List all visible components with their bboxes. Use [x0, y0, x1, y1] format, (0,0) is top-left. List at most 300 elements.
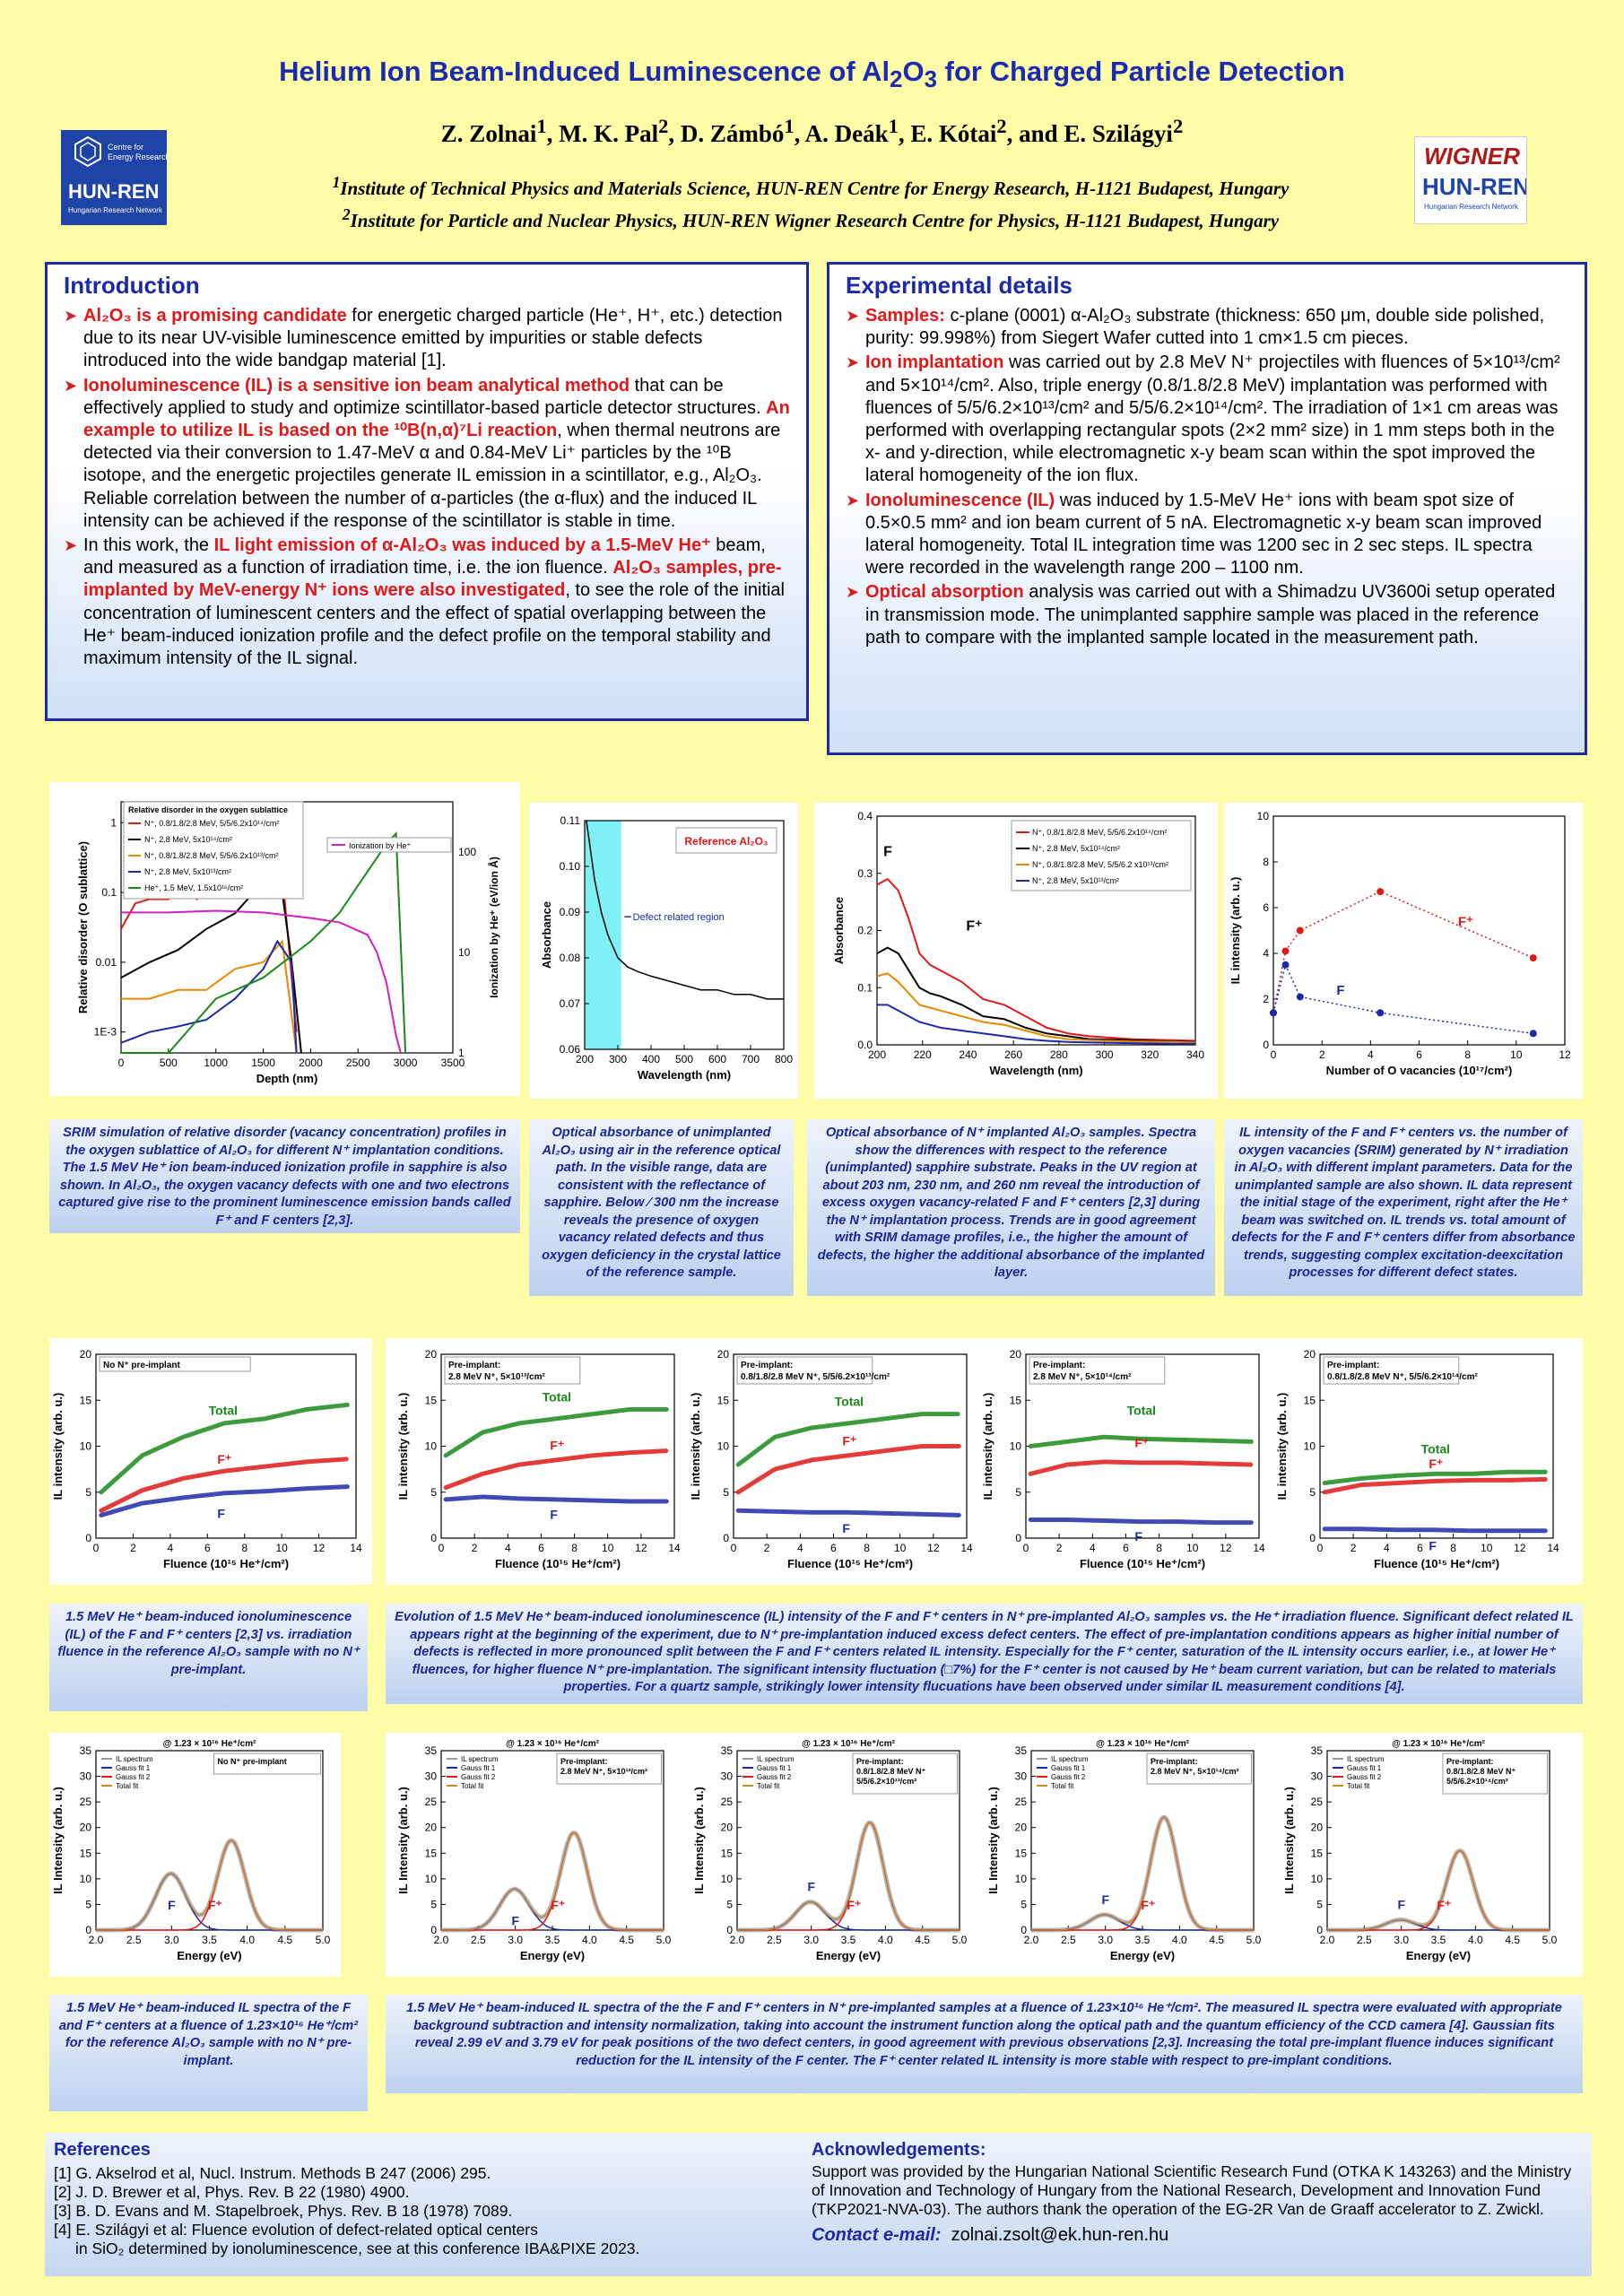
data-point — [1530, 1030, 1537, 1037]
y2-tick-label: 100 — [458, 846, 477, 858]
x-tick-label: 6 — [204, 1542, 211, 1554]
y-tick-label: 10 — [1310, 1872, 1323, 1885]
spectrum-title: @ 1.23 × 10¹⁶ He⁺/cm² — [1096, 1739, 1189, 1749]
il-spectrum-line — [96, 1840, 323, 1930]
y-tick-label: 25 — [720, 1796, 733, 1809]
y-axis-label: IL Intensity (arb. u.) — [51, 1787, 65, 1894]
caption-srim: SRIM simulation of relative disorder (vacancy concentration) profiles in the oxygen sublattice of Al₂O₃ for different N⁺ implantation conditions. The 1.5 MeV He⁺ ion beam-induced ionization profile in sapphire is also shown. In Al₂O₃, the oxygen vacancy defects with one and two electrons captured give rise to the prominent luminescence emission bands called F⁺ and F centers [2,3]. — [49, 1119, 520, 1233]
y-tick-label: 15 — [716, 1394, 729, 1407]
legend-entry: IL spectrum — [461, 1755, 499, 1763]
x-tick-label: 0 — [438, 1542, 445, 1554]
il-spectrum-line — [1327, 1851, 1550, 1930]
x-tick-label: 12 — [312, 1542, 326, 1554]
x-tick-label: 800 — [774, 1053, 794, 1065]
x-tick-label: 2.0 — [729, 1934, 745, 1946]
gauss-fit-2-line — [96, 1840, 323, 1930]
y-tick-label: 15 — [79, 1394, 91, 1407]
peak-label-f: F — [807, 1879, 816, 1894]
series-label: F — [1134, 1529, 1142, 1544]
y-tick-label: 15 — [424, 1394, 437, 1407]
legend-entry: N⁺, 2.8 MeV, 5x10¹³/cm² — [144, 867, 231, 876]
spectrum-panel-1 — [49, 1733, 341, 1977]
x-axis-label: Energy (eV) — [1405, 1949, 1472, 1962]
x-tick-label: 14 — [960, 1542, 973, 1554]
panel-label: Pre-implant: — [1150, 1757, 1198, 1766]
series-label: F — [550, 1507, 558, 1522]
y-tick-label: 0.11 — [560, 814, 580, 827]
data-point — [1282, 961, 1290, 969]
y-tick-label: 5 — [430, 1485, 437, 1499]
x-tick-label: 200 — [575, 1053, 595, 1065]
y-tick-label: 5 — [1309, 1485, 1316, 1499]
x-tick-label: 4.0 — [581, 1934, 597, 1946]
y-tick-label: 20 — [424, 1821, 437, 1834]
y-tick-label: 4 — [1263, 947, 1269, 960]
panel-label: 5/5/6.2×10¹⁴/cm² — [1446, 1777, 1508, 1786]
absorbance-reference-chart — [529, 803, 798, 1099]
logo-small: Hungarian Research Network — [68, 206, 162, 214]
il-spectrum-line — [1031, 1818, 1254, 1931]
y-tick-label: 0 — [1309, 1532, 1316, 1544]
x-tick-label: 300 — [1095, 1048, 1114, 1061]
x-axis-label: Energy (eV) — [177, 1949, 242, 1962]
y-tick-label: 10 — [1303, 1439, 1316, 1453]
x-tick-label: 10 — [275, 1542, 288, 1554]
x-tick-label: 6 — [1123, 1542, 1129, 1554]
x-axis-label: Energy (eV) — [1109, 1949, 1176, 1962]
y-tick-label: 0 — [1020, 1924, 1027, 1936]
exp-bullet-3: ➤ Ionoluminescence (IL) was induced by 1.5-MeV He⁺ ions with beam spot size of 0.5×0.5 mm² and ion beam current of 5 nA. Electromagnetic x-y beam scan improved lateral homogeneity. Total IL integration time was 1200 sec in 2 sec steps. IL spectra were recorded in the wavelength range 200 – 1100 nm. — [846, 490, 1568, 580]
spectrum-chart — [1281, 1733, 1568, 1977]
x-tick-label: 2 — [130, 1542, 136, 1554]
x-tick-label: 2.0 — [433, 1934, 449, 1946]
y-tick-label: 25 — [1310, 1796, 1323, 1809]
legend-entry: Gauss fit 2 — [757, 1773, 792, 1781]
x-tick-label: 2500 — [345, 1057, 370, 1069]
x-tick-label: 3.0 — [803, 1934, 820, 1946]
series-label: Total — [1420, 1441, 1451, 1457]
fluence-chart — [1273, 1338, 1569, 1585]
y-tick-label: 5 — [1020, 1898, 1027, 1911]
x-tick-label: 4 — [796, 1542, 803, 1554]
x-tick-label: 3.5 — [840, 1934, 856, 1946]
x-tick-label: 2.5 — [470, 1934, 486, 1946]
panel-label: Pre-implant: — [741, 1361, 794, 1370]
fluence-series-band — [738, 1447, 959, 1492]
legend-entry: Gauss fit 1 — [1347, 1764, 1382, 1772]
x-tick-label: 4 — [1367, 1048, 1374, 1061]
y-tick-label: 20 — [79, 1348, 91, 1361]
x-tick-label: 2.0 — [88, 1934, 104, 1946]
x-tick-label: 5.0 — [1541, 1934, 1558, 1946]
series-label: Total — [542, 1389, 572, 1405]
y-tick-label: 25 — [424, 1796, 437, 1809]
contact-email-link[interactable]: zolnai.zsolt@ek.hun-ren.hu — [951, 2225, 1169, 2245]
spectrum-title: @ 1.23 × 10¹⁶ He⁺/cm² — [1392, 1739, 1485, 1749]
y2-axis-label: Ionization by He⁺ (eV/ion Å) — [488, 857, 500, 998]
srim-series-line — [121, 942, 297, 1054]
panel-label: 0.8/1.8/2.8 MeV N⁺ — [855, 1767, 926, 1776]
il-spectrum-line — [441, 1833, 664, 1930]
author: E. Kótai$^2$ — [910, 115, 1007, 147]
plot-frame — [1273, 816, 1565, 1045]
reference-item: [2] J. D. Brewer et al, Phys. Rev. B 22 (1980) 4900. — [54, 2183, 410, 2201]
author-list: Z. Zolnai$^1$, M. K. Pal$^2$, D. Zámbó$^1$, A. Deák$^1$, E. Kótai$^2$, and E. Szilágyi$^2$ — [440, 115, 1184, 147]
y-axis-label: IL intensity (arb. u.) — [1229, 876, 1242, 985]
legend-entry: IL spectrum — [1347, 1755, 1385, 1763]
y-tick-label: 0.1 — [857, 981, 873, 995]
y-tick-label: 0.06 — [559, 1043, 580, 1056]
peak-label-f: F — [1397, 1897, 1406, 1912]
y2-tick-label: 10 — [458, 946, 471, 959]
y-axis-label: Absorbance — [832, 896, 846, 965]
caption-spectrum-impl: 1.5 MeV He⁺ beam-induced IL spectra of the the F and F⁺ centers in N⁺ pre-implanted samples at a fluence of 1.23×10¹⁶ He⁺/cm². The measured IL spectra were evaluated with appropriate background subtraction and intensity normalization, taking into account the instrument function along the optical path and the quantum efficiency of the CCD camera [4]. Gaussian fits reveal 2.99 eV and 3.79 eV for peak positions of the two defect centers, in good agreement with previous observations [2,3]. Increasing the total pre-implant fluence induces significant reduction for the IL intensity of the F center. The F⁺ center related IL intensity is more stable with respect to pre-implant conditions. — [386, 1995, 1583, 2093]
x-tick-label: 1500 — [251, 1057, 275, 1069]
panel-label: Pre-implant: — [1327, 1361, 1380, 1370]
y-tick-label: 25 — [1014, 1796, 1027, 1809]
logo-line1: Centre for — [108, 143, 144, 152]
spectrum-title: @ 1.23 × 10¹⁶ He⁺/cm² — [506, 1739, 599, 1749]
y-tick-label: 0.2 — [857, 924, 873, 937]
x-tick-label: 4.5 — [915, 1934, 931, 1946]
x-axis-label: Wavelength (nm) — [989, 1064, 1083, 1077]
absorbance-series-line — [877, 1004, 1195, 1043]
author: D. Zámbó$^1$ — [680, 115, 795, 147]
x-tick-label: 500 — [159, 1057, 178, 1069]
y-axis-label: IL intensity (arb. u.) — [51, 1392, 65, 1500]
x-tick-label: 8 — [571, 1542, 578, 1554]
x-tick-label: 4.5 — [619, 1934, 635, 1946]
y-tick-label: 35 — [424, 1744, 437, 1757]
x-axis-label: Fluence (10¹⁵ He⁺/cm²) — [1373, 1557, 1500, 1570]
y-tick-label: 2 — [1263, 993, 1269, 1005]
intro-bullet-3: ➤ In this work, the IL light emission of α-Al₂O₃ was induced by a 1.5-MeV He⁺ beam, and measured as a function of irradiation time, i.e. the ion fluence. Al₂O₃ samples, pre-implanted by MeV-energy N⁺ ions were also investigated, to see the role of the initial concentration of luminescent centers and the effect of spatial overlapping between the He⁺ beam-induced ionization profile and the defect profile on the temporal stability and maximum intensity of the IL signal. — [64, 535, 790, 670]
y-tick-label: 10 — [1009, 1439, 1021, 1453]
legend-entry: Gauss fit 1 — [757, 1764, 792, 1772]
exp-bullet-1: ➤ Samples: c-plane (0001) α-Al₂O₃ substrate (thickness: 650 μm, double side polished, purity: 99.998%) from Siegert Wafer cutted into 1 cm×1.5 cm pieces. — [846, 305, 1568, 350]
legend-entry: IL spectrum — [116, 1755, 153, 1763]
series-dotted-line — [1273, 891, 1533, 1013]
y-tick-label: 20 — [1310, 1821, 1323, 1834]
x-tick-label: 5.0 — [951, 1934, 968, 1946]
logo-right-small: Hungarian Research Network — [1424, 203, 1518, 211]
references-heading: References — [54, 2140, 151, 2160]
x-tick-label: 0 — [1316, 1542, 1324, 1554]
y-tick-label: 0.07 — [559, 997, 580, 1010]
y-tick-label: 20 — [424, 1348, 437, 1361]
x-tick-label: 0 — [730, 1542, 737, 1554]
caption-abs-impl: Optical absorbance of N⁺ implanted Al₂O₃ samples. Spectra show the differences with respect to the reference (unimplanted) sapphire substrate. Peaks in the UV region at about 203 nm, 230 nm, and 260 nm reveal the introduction of excess oxygen vacancy-related F and F⁺ centers [2,3] during the N⁺ implantation process. Trends are in good agreement with SRIM damage profiles, i.e., the higher the amount of defects, the higher the additional absorbance of the implanted layer. — [807, 1119, 1215, 1296]
x-tick-label: 220 — [913, 1048, 932, 1061]
author: M. K. Pal$^2$ — [559, 115, 669, 147]
absorbance-series-line — [877, 879, 1195, 1040]
acknowledgements-heading: Acknowledgements: — [812, 2140, 986, 2160]
srim-chart — [49, 782, 520, 1096]
legend-entry: N⁺, 0.8/1.8/2.8 MeV, 5/5/6.2x10¹⁴/cm² — [1032, 828, 1168, 837]
y-tick-label: 5 — [430, 1898, 437, 1911]
x-tick-label: 240 — [959, 1048, 977, 1061]
x-tick-label: 5.0 — [315, 1934, 331, 1946]
y-axis-label: IL Intensity (arb. u.) — [1282, 1787, 1296, 1894]
x-tick-label: 2.5 — [1060, 1934, 1076, 1946]
y-tick-label: 30 — [424, 1770, 437, 1783]
x-tick-label: 14 — [668, 1542, 681, 1554]
logo-right-big: HUN-REN — [1422, 173, 1526, 200]
panel-label: Pre-implant: — [448, 1361, 501, 1370]
caption-fluence-impl: Evolution of 1.5 MeV He⁺ beam-induced ionoluminescence (IL) intensity of the F and F⁺ centers in N⁺ pre-implanted Al₂O₃ samples vs. the He⁺ irradiation fluence. Significant defect related IL appears right at the beginning of the experiment, due to N⁺ pre-implantation induced excess defect centers. The effect of pre-implantation conditions appears as higher initial number of defects is reflected in more pronounced split between the F and F⁺ centers related IL intensity. Especially for the F⁺ center, saturation of the IL intensity occurs earlier, i.e., at lower He⁺ fluences, for higher fluence N⁺ pre-implantation. The significant intensity fluctuation (□7%) for the F⁺ center is not caused by He⁺ beam current variation, but can be related to materials properties. For a quartz sample, strikingly lower intensity flucuations have been observed under similar IL measurement conditions [4]. — [386, 1604, 1583, 1704]
y-tick-label: 10 — [716, 1439, 729, 1453]
x-axis-label: Fluence (10¹⁵ He⁺/cm²) — [162, 1557, 290, 1570]
caption-il-vac: IL intensity of the F and F⁺ centers vs. the number of oxygen vacancies (SRIM) generated by N⁺ irradiation in Al₂O₃ with different implant parameters. Data for the unimplanted sample are also shown. IL data represent the initial stage of the experiment, right after the He⁺ beam was switched on. IL trends vs. total amount of defects for the F and F⁺ centers differ from absorbance trends, suggesting complex excitation-deexcitation processes for different defect states. — [1224, 1119, 1583, 1296]
x-tick-label: 14 — [350, 1542, 362, 1554]
reference-item: in SiO₂ determined by ionoluminescence, see at this conference IBA&PIXE 2023. — [75, 2239, 640, 2257]
y-tick-label: 0 — [430, 1532, 437, 1544]
x-axis-label: Fluence (10¹⁵ He⁺/cm²) — [494, 1557, 621, 1570]
y-tick-label: 0.3 — [857, 866, 873, 880]
contact-label: Contact e-mail: — [812, 2225, 942, 2245]
hun-ren-cer-logo — [61, 130, 167, 225]
y-tick-label: 0 — [723, 1532, 729, 1544]
reference-label: Reference Al₂O₃ — [684, 835, 769, 848]
x-tick-label: 3.0 — [1394, 1934, 1410, 1946]
absorbance-implanted-panel — [814, 803, 1218, 1099]
experimental-box — [827, 262, 1587, 755]
x-tick-label: 10 — [602, 1542, 614, 1554]
y-tick-label: 15 — [424, 1847, 437, 1860]
gauss-fit-2-line — [737, 1822, 960, 1930]
y-tick-label: 30 — [720, 1770, 733, 1783]
x-tick-label: 4.5 — [1505, 1934, 1521, 1946]
x-tick-label: 0 — [117, 1057, 125, 1069]
x-tick-label: 3.5 — [544, 1934, 560, 1946]
x-tick-label: 300 — [608, 1053, 628, 1065]
total-fit-line — [737, 1822, 960, 1930]
fluence-panels-group — [386, 1338, 1583, 1585]
data-point — [1297, 927, 1304, 935]
fluence-series-band — [1030, 1520, 1251, 1523]
series-label: F — [842, 1520, 850, 1535]
y-tick-label: 0 — [85, 1532, 91, 1544]
x-tick-label: 4 — [1383, 1542, 1390, 1554]
legend-entry: Ionization by He⁺ — [349, 841, 412, 850]
x-tick-label: 2.5 — [126, 1934, 142, 1946]
introduction-box — [45, 262, 809, 721]
author: A. Deák$^1$ — [804, 115, 899, 147]
y-tick-label: 5 — [1316, 1898, 1323, 1911]
y-axis-label: IL intensity (arb. u.) — [396, 1392, 410, 1500]
legend-entry: N⁺, 2.8 MeV, 5x10¹⁴/cm² — [1032, 844, 1120, 853]
x-axis-label: Depth (nm) — [256, 1072, 318, 1085]
x-tick-label: 2 — [1055, 1542, 1063, 1554]
x-tick-label: 6 — [830, 1542, 837, 1554]
y-axis-label: IL intensity (arb. u.) — [981, 1392, 994, 1500]
defect-region-label: Defect related region — [632, 912, 725, 924]
x-tick-label: 12 — [927, 1542, 940, 1554]
x-tick-label: 4 — [504, 1542, 511, 1554]
data-point — [1376, 1009, 1384, 1016]
logo-line2: Energy Research — [108, 152, 167, 161]
fluence-chart — [395, 1338, 690, 1585]
gauss-fit-2-line — [1031, 1818, 1254, 1931]
y-tick-label: 0 — [1263, 1039, 1269, 1051]
panel-label: 2.8 MeV N⁺, 5×10¹³/cm² — [560, 1767, 648, 1776]
series-label: F⁺ — [842, 1433, 857, 1448]
x-tick-label: 8 — [864, 1542, 870, 1554]
caption-fluence-ref: 1.5 MeV He⁺ beam-induced ionoluminescence (IL) of the F and F⁺ centers [2,3] vs. irradiation fluence in the reference Al₂O₃ sample with no N⁺ pre-implant. — [49, 1604, 368, 1711]
fluence-series-band — [1324, 1529, 1545, 1531]
x-tick-label: 4.0 — [239, 1934, 256, 1946]
legend-entry: Total fit — [1051, 1782, 1074, 1790]
y-axis-label: Absorbance — [540, 900, 553, 970]
x-tick-label: 3500 — [440, 1057, 465, 1069]
experimental-heading: Experimental details — [846, 272, 1073, 299]
x-tick-label: 6 — [1416, 1048, 1422, 1061]
absorbance-reference-panel — [529, 803, 798, 1099]
fluence-series-band — [1324, 1479, 1545, 1492]
exp-bullet-2: ➤ Ion implantation was carried out by 2.8 MeV N⁺ projectiles with fluences of 5×10¹³/cm² and 5×10¹⁴/cm². Also, triple energy (0.8/1.8/2.8 MeV) implantation was performed with fluences of 5/5/6.2×10¹³/cm² and 5/5/6.2×10¹⁴/cm². The irradiation of 1×1 cm areas was performed with overlapping rectangular spots (2×2 mm² size) in 1 mm steps both in the x- and y-direction, while electromagnetic x-y beam scan within the spot improved the lateral homogeneity of the ion flux. — [846, 352, 1568, 487]
y-axis-label: IL intensity (arb. u.) — [689, 1392, 702, 1500]
total-fit-line — [96, 1840, 323, 1930]
series-label: F — [1336, 982, 1345, 998]
il-vs-vacancies-chart — [1224, 803, 1583, 1099]
legend-entry: N⁺, 0.8/1.8/2.8 MeV, 5/5/6.2x10¹⁴/cm² — [144, 819, 280, 828]
y-tick-label: 0.09 — [559, 906, 580, 918]
x-tick-label: 600 — [708, 1053, 727, 1065]
x-tick-label: 5.0 — [1246, 1934, 1262, 1946]
peak-label-fplus: F⁺ — [1437, 1898, 1452, 1913]
il-vs-vacancies-panel — [1224, 803, 1583, 1099]
x-tick-label: 3.5 — [1134, 1934, 1151, 1946]
y-tick-label: 20 — [1303, 1348, 1316, 1361]
y-tick-label: 5 — [85, 1485, 91, 1499]
x-tick-label: 500 — [674, 1053, 694, 1065]
poster-title: Helium Ion Beam-Induced Luminescence of $Al_2O_3$ for Charged Particle Detection — [279, 56, 1345, 93]
total-fit-line — [1327, 1851, 1550, 1930]
x-tick-label: 2 — [1350, 1542, 1357, 1554]
x-axis-label: Energy (eV) — [519, 1949, 586, 1962]
x-tick-label: 12 — [1514, 1542, 1526, 1554]
fluence-series-band — [446, 1451, 666, 1488]
y-axis-label: IL Intensity (arb. u.) — [986, 1787, 1000, 1894]
x-tick-label: 5.0 — [656, 1934, 672, 1946]
x-tick-label: 2.5 — [766, 1934, 782, 1946]
x-tick-label: 4 — [1089, 1542, 1096, 1554]
x-tick-label: 10 — [894, 1542, 907, 1554]
logo-big: HUN-REN — [68, 180, 160, 203]
panel-label: Pre-implant: — [855, 1757, 904, 1766]
x-tick-label: 12 — [635, 1542, 647, 1554]
x-tick-label: 12 — [1220, 1542, 1232, 1554]
spectrum-chart — [49, 1733, 341, 1977]
absorbance-series-line — [877, 948, 1195, 1042]
x-tick-label: 2000 — [299, 1057, 323, 1069]
introduction-heading: Introduction — [64, 272, 200, 299]
spectrum-chart — [690, 1733, 977, 1977]
author: Z. Zolnai$^1$ — [440, 115, 547, 147]
x-axis-label: Fluence (10¹⁵ He⁺/cm²) — [1079, 1557, 1206, 1570]
series-label: F — [1429, 1538, 1437, 1553]
x-tick-label: 3.0 — [1098, 1934, 1114, 1946]
series-label: F⁺ — [1457, 914, 1473, 930]
y-tick-label: 5 — [723, 1485, 729, 1499]
y-tick-label: 1E-3 — [93, 1025, 117, 1039]
x-tick-label: 1000 — [204, 1057, 229, 1069]
x-tick-label: 200 — [867, 1048, 887, 1061]
y-tick-label: 15 — [79, 1847, 91, 1860]
legend-entry: IL spectrum — [757, 1755, 795, 1763]
legend-entry: Total fit — [1347, 1782, 1370, 1790]
y-tick-label: 8 — [1263, 856, 1269, 868]
y-tick-label: 0.10 — [559, 860, 580, 873]
panel-label: No N⁺ pre-implant — [103, 1361, 180, 1370]
data-point — [1297, 993, 1304, 1000]
y-tick-label: 0 — [1316, 1924, 1323, 1936]
y-tick-label: 0 — [85, 1924, 91, 1936]
x-tick-label: 2.0 — [1319, 1934, 1335, 1946]
y-tick-label: 10 — [424, 1439, 437, 1453]
intro-bullet-1: ➤ Al₂O₃ is a promising candidate for energetic charged particle (He⁺, H⁺, etc.) detection due to its near UV-visible luminescence emitted by impurities or stable defects introduced into the wide bandgap material [1]. — [64, 305, 790, 373]
absorbance-implanted-chart — [814, 803, 1218, 1099]
series-label: Total — [834, 1394, 864, 1409]
y-tick-label: 15 — [1303, 1394, 1316, 1407]
spectrum-title: @ 1.23 × 10¹⁶ He⁺/cm² — [162, 1739, 256, 1749]
intro-bullet-2: ➤ Ionoluminescence (IL) is a sensitive ion beam analytical method that can be effectively applied to study and optimize scintillator-based particle detector structures. An example to utilize IL is based on the ¹⁰B(n,α)⁷Li reaction, when thermal neutrons are detected via their conversion to 1.47-MeV α and 0.84-MeV Li⁺ particles by the ¹⁰B isotope, and the energetic projectiles generate IL emission in a scintillator, e.g., Al₂O₃. Reliable correlation between the number of α-particles (the α-flux) and the induced IL intensity can be achieved if the response of the scintillator is stable in time. — [64, 375, 790, 533]
reference-item: [3] B. D. Evans and M. Stapelbroek, Phys. Rev. B 18 (1978) 7089. — [54, 2202, 513, 2220]
y-tick-label: 30 — [79, 1770, 91, 1783]
y-tick-label: 0.4 — [857, 810, 873, 822]
y-tick-label: 15 — [720, 1847, 733, 1860]
fluence-chart — [979, 1338, 1275, 1585]
y-tick-label: 30 — [1310, 1770, 1323, 1783]
y-tick-label: 10 — [424, 1872, 437, 1885]
total-fit-line — [1031, 1818, 1254, 1931]
x-tick-label: 6 — [538, 1542, 544, 1554]
peak-label-fplus: F⁺ — [551, 1898, 566, 1913]
spectrum-chart — [985, 1733, 1272, 1977]
fluence-series-band — [738, 1510, 959, 1515]
fluence-series-band — [1030, 1462, 1251, 1474]
panel-label: 0.8/1.8/2.8 MeV N⁺, 5/5/6.2×10¹⁴/cm² — [1327, 1372, 1478, 1382]
x-tick-label: 8 — [241, 1542, 248, 1554]
data-point — [1530, 954, 1537, 961]
gauss-fit-2-line — [1327, 1851, 1550, 1930]
y-tick-label: 0 — [430, 1924, 437, 1936]
x-tick-label: 4 — [167, 1542, 174, 1554]
affiliation-1: $^1$Institute of Technical Physics and Materials Science, HUN-REN Centre for Energy Research, H-1121 Budapest, Hungary — [332, 173, 1290, 199]
series-label: F⁺ — [1429, 1457, 1444, 1472]
hexagon-logo-icon — [61, 130, 167, 225]
x-tick-label: 340 — [1185, 1048, 1205, 1061]
legend-entry: IL spectrum — [1051, 1755, 1089, 1763]
y-tick-label: 20 — [1014, 1821, 1027, 1834]
legend-entry: Total fit — [757, 1782, 780, 1790]
y-tick-label: 10 — [1256, 810, 1269, 822]
plot-frame — [96, 1354, 356, 1538]
legend-entry: N⁺, 2.8 MeV, 5x10¹⁴/cm² — [144, 835, 232, 844]
references-box — [45, 2133, 803, 2276]
x-tick-label: 12 — [1559, 1048, 1571, 1061]
y-tick-label: 10 — [720, 1872, 733, 1885]
panel-label: 2.8 MeV N⁺, 5×10¹³/cm² — [448, 1372, 545, 1382]
panel-label: Pre-implant: — [1446, 1757, 1494, 1766]
x-tick-label: 260 — [1004, 1048, 1023, 1061]
y-tick-label: 20 — [716, 1348, 729, 1361]
il-spectrum-line — [737, 1822, 960, 1930]
x-tick-label: 4.5 — [1209, 1934, 1225, 1946]
x-axis-label: Fluence (10¹⁵ He⁺/cm²) — [786, 1557, 914, 1570]
y-tick-label: 15 — [1014, 1847, 1027, 1860]
legend-entry: Gauss fit 2 — [116, 1773, 151, 1781]
